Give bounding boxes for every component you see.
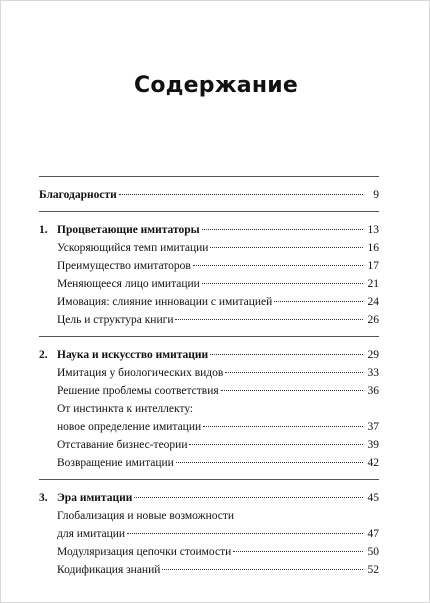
section-title: Кодификация знаний <box>57 564 161 576</box>
toc-entry-label: Благодарности <box>39 189 117 201</box>
toc-page-number: 24 <box>367 296 379 308</box>
separator <box>39 176 379 177</box>
leader-dots <box>189 444 363 445</box>
toc-chapter-2[interactable] <box>39 346 379 364</box>
toc-page-number: 45 <box>367 492 379 504</box>
leader-dots <box>210 247 363 248</box>
toc-section[interactable] <box>39 436 379 454</box>
separator <box>39 336 379 337</box>
leader-dots <box>274 301 363 302</box>
section-title: Модуляризация цепочки стоимости <box>57 546 232 558</box>
section-title: Отставание бизнес-теории <box>57 439 188 451</box>
leader-dots <box>225 372 363 373</box>
toc-page-number: 21 <box>367 278 379 290</box>
leader-dots <box>127 533 363 534</box>
toc-section-first-line[interactable] <box>39 507 379 525</box>
section-title-line1: От инстинкта к интеллекту: <box>57 403 194 415</box>
chapter-number: 1. <box>39 224 48 236</box>
separator <box>39 479 379 480</box>
table-of-contents <box>39 169 379 579</box>
toc-page-number: 52 <box>367 564 379 576</box>
leader-dots <box>210 354 363 355</box>
toc-page-number: 39 <box>367 439 379 451</box>
toc-section[interactable] <box>39 239 379 257</box>
section-title: Имовация: слияние инновации с имитацией <box>57 296 273 308</box>
toc-section[interactable] <box>39 543 379 561</box>
leader-dots <box>221 390 363 391</box>
toc-section[interactable] <box>39 257 379 275</box>
chapter-title: Процветающие имитаторы <box>57 224 200 236</box>
chapter-title: Наука и искусство имитации <box>57 349 209 361</box>
leader-dots <box>134 497 363 498</box>
leader-dots <box>162 569 363 570</box>
section-title: Ускоряющийся темп имитации <box>57 242 209 254</box>
toc-page-number: 26 <box>367 314 379 326</box>
leader-dots <box>176 462 363 463</box>
toc-page-number: 29 <box>367 349 379 361</box>
section-title-line1: Глобализация и новые возможности <box>57 510 235 522</box>
toc-entry-acknowledgements[interactable] <box>39 186 379 204</box>
toc-section[interactable] <box>39 454 379 472</box>
toc-page-number: 13 <box>367 224 379 236</box>
toc-section[interactable] <box>39 525 379 543</box>
toc-page-number: 16 <box>367 242 379 254</box>
toc-page-number: 33 <box>367 367 379 379</box>
leader-dots <box>119 194 363 195</box>
toc-section[interactable] <box>39 418 379 436</box>
section-title: Решение проблемы соответствия <box>57 385 219 397</box>
section-title: для имитации <box>57 528 126 540</box>
leader-dots <box>233 551 363 552</box>
toc-page-number: 17 <box>367 260 379 272</box>
page-title: Содержание <box>134 73 298 98</box>
toc-section[interactable] <box>39 364 379 382</box>
toc-page-number: 47 <box>367 528 379 540</box>
leader-dots <box>193 265 363 266</box>
toc-section[interactable] <box>39 311 379 329</box>
separator <box>39 211 379 212</box>
toc-section[interactable] <box>39 561 379 579</box>
section-title: новое определение имитации <box>57 421 202 433</box>
toc-page-number: 36 <box>367 385 379 397</box>
section-title: Меняющееся лицо имитации <box>57 278 200 290</box>
toc-page-number: 9 <box>373 189 379 201</box>
toc-page-number: 50 <box>367 546 379 558</box>
leader-dots <box>175 319 363 320</box>
toc-page-number: 37 <box>367 421 379 433</box>
leader-dots <box>202 229 363 230</box>
chapter-number: 2. <box>39 349 48 361</box>
section-title: Возвращение имитации <box>57 457 174 469</box>
toc-section[interactable] <box>39 275 379 293</box>
toc-chapter-1[interactable] <box>39 221 379 239</box>
toc-section-first-line[interactable] <box>39 400 379 418</box>
leader-dots <box>202 283 363 284</box>
chapter-number: 3. <box>39 492 48 504</box>
toc-section[interactable] <box>39 382 379 400</box>
toc-page-number: 42 <box>367 457 379 469</box>
section-title: Имитация у биологических видов <box>57 367 224 379</box>
chapter-title: Эра имитации <box>57 492 133 504</box>
toc-section[interactable] <box>39 293 379 311</box>
section-title: Преимущество имитаторов <box>57 260 191 272</box>
leader-dots <box>203 426 363 427</box>
section-title: Цель и структура книги <box>57 314 174 326</box>
toc-chapter-3[interactable] <box>39 489 379 507</box>
